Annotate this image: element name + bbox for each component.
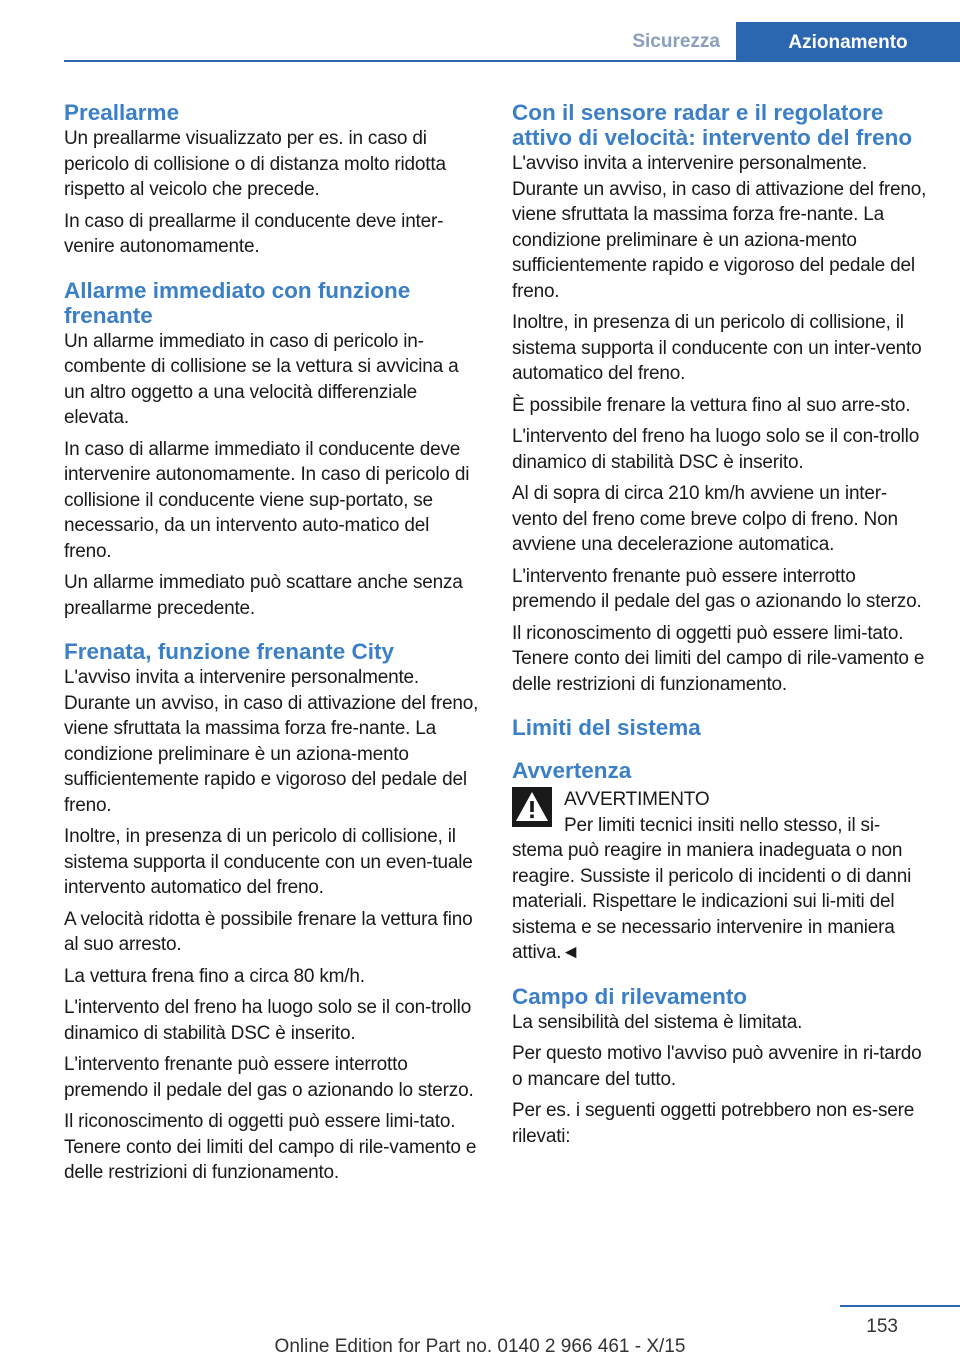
paragraph: È possibile frenare la vettura fino al suo arre-sto. <box>512 394 911 416</box>
heading-warning: Avvertenza <box>512 758 632 783</box>
paragraph: Un preallarme visualizzato per es. in caso di pericolo di collisione o di distanza molto ridotta rispetto al veicolo che precede. <box>64 128 446 200</box>
page-header <box>64 22 960 62</box>
heading-prealarm: Preallarme <box>64 100 180 125</box>
paragraph: Un allarme immediato in caso di pericolo in-combente di collisione se la vettura si avvicina a un altro oggetto a una velocità differenziale elevata. <box>64 330 459 428</box>
page-number: 153 <box>866 1316 898 1337</box>
paragraph: L'avviso invita a intervenire personalmente. Durante un avviso, in caso di attivazione del freno, viene sfruttata la massima forza fre-nante. La condizione preliminare è un aziona-mento sufficientemente rapido e vigoroso del pedale del freno. <box>64 667 479 816</box>
paragraph: Un allarme immediato può scattare anche senza preallarme precedente. <box>64 572 463 619</box>
left-column <box>64 100 480 1192</box>
warning-title: AVVERTIMENTO <box>564 789 710 810</box>
paragraph: L'intervento frenante può essere interrotto premendo il pedale del gas o azionando lo sterzo. <box>64 1054 474 1101</box>
paragraph: L'intervento del freno ha luogo solo se il con-trollo dinamico di stabilità DSC è inserito. <box>512 426 920 473</box>
paragraph: Inoltre, in presenza di un pericolo di collisione, il sistema supporta il conducente con un even-tuale intervento automatico del freno. <box>64 826 473 898</box>
paragraph: Per questo motivo l'avviso può avvenire in ri-tardo o mancare del tutto. <box>512 1043 922 1090</box>
heading-radar-braking: Con il sensore radar e il regolatore attivo di velocità: intervento del freno <box>512 100 913 150</box>
chapter-tab[interactable]: Azionamento <box>736 22 960 62</box>
paragraph: Al di sopra di circa 210 km/h avviene un inter-vento del freno come breve colpo di freno. Non avviene una decelerazione automatica. <box>512 483 898 555</box>
paragraph: Per es. i seguenti oggetti potrebbero non es-sere rilevati: <box>512 1100 915 1147</box>
section-tab[interactable]: Sicurezza <box>632 31 720 52</box>
warning-block <box>512 787 930 966</box>
paragraph: L'intervento frenante può essere interrotto premendo il pedale del gas o azionando lo sterzo. <box>512 565 922 612</box>
paragraph: A velocità ridotta è possibile frenare la vettura fino al suo arresto. <box>64 908 473 955</box>
footer-rule <box>840 1305 960 1307</box>
paragraph: La vettura frena fino a circa 80 km/h. <box>64 965 365 987</box>
heading-immediate-alarm: Allarme immediato con funzione frenante <box>64 277 411 328</box>
paragraph: L'avviso invita a intervenire personalmente. Durante un avviso, in caso di attivazione del freno, viene sfruttata la massima forza fre-nante. La condizione preliminare è un aziona-mento sufficientemente rapido e vigoroso del pedale del freno. <box>512 153 927 302</box>
paragraph: In caso di preallarme il conducente deve inter-venire autonomamente. <box>64 210 444 257</box>
header-rule <box>64 60 960 62</box>
warning-text: Per limiti tecnici insiti nello stesso, il si-stema può reagire in maniera inadeguata o non reagire. Sussiste il pericolo di incidenti o di danni materiali. Rispettare le indicazioni sui li-miti del sistema e se necessario intervenire in maniera attiva.◄ <box>512 814 912 963</box>
paragraph: Il riconoscimento di oggetti può essere limi-tato. Tenere conto dei limiti del campo di rile-vamento e delle restrizioni di funzionamento. <box>64 1111 477 1183</box>
paragraph: L'intervento del freno ha luogo solo se il con-trollo dinamico di stabilità DSC è inserito. <box>64 997 472 1044</box>
paragraph: In caso di allarme immediato il conducente deve intervenire autonomamente. In caso di pericolo di collisione il conducente viene sup-portato, se necessario, da un intervento auto-matico del freno. <box>64 438 470 562</box>
edition-footer: Online Edition for Part no. 0140 2 966 461 - X/15 <box>274 1336 686 1357</box>
paragraph: Inoltre, in presenza di un pericolo di collisione, il sistema supporta il conducente con un inter-vento automatico del freno. <box>512 312 922 384</box>
heading-system-limits: Limiti del sistema <box>512 715 701 740</box>
paragraph: Il riconoscimento di oggetti può essere limi-tato. Tenere conto dei limiti del campo di rile-vamento e delle restrizioni di funzionamento. <box>512 622 925 695</box>
warning-triangle-icon <box>512 787 552 827</box>
heading-city-braking: Frenata, funzione frenante City <box>64 639 395 664</box>
heading-detection-range: Campo di rilevamento <box>512 983 748 1009</box>
right-column <box>512 100 930 1155</box>
paragraph: La sensibilità del sistema è limitata. <box>512 1011 803 1033</box>
